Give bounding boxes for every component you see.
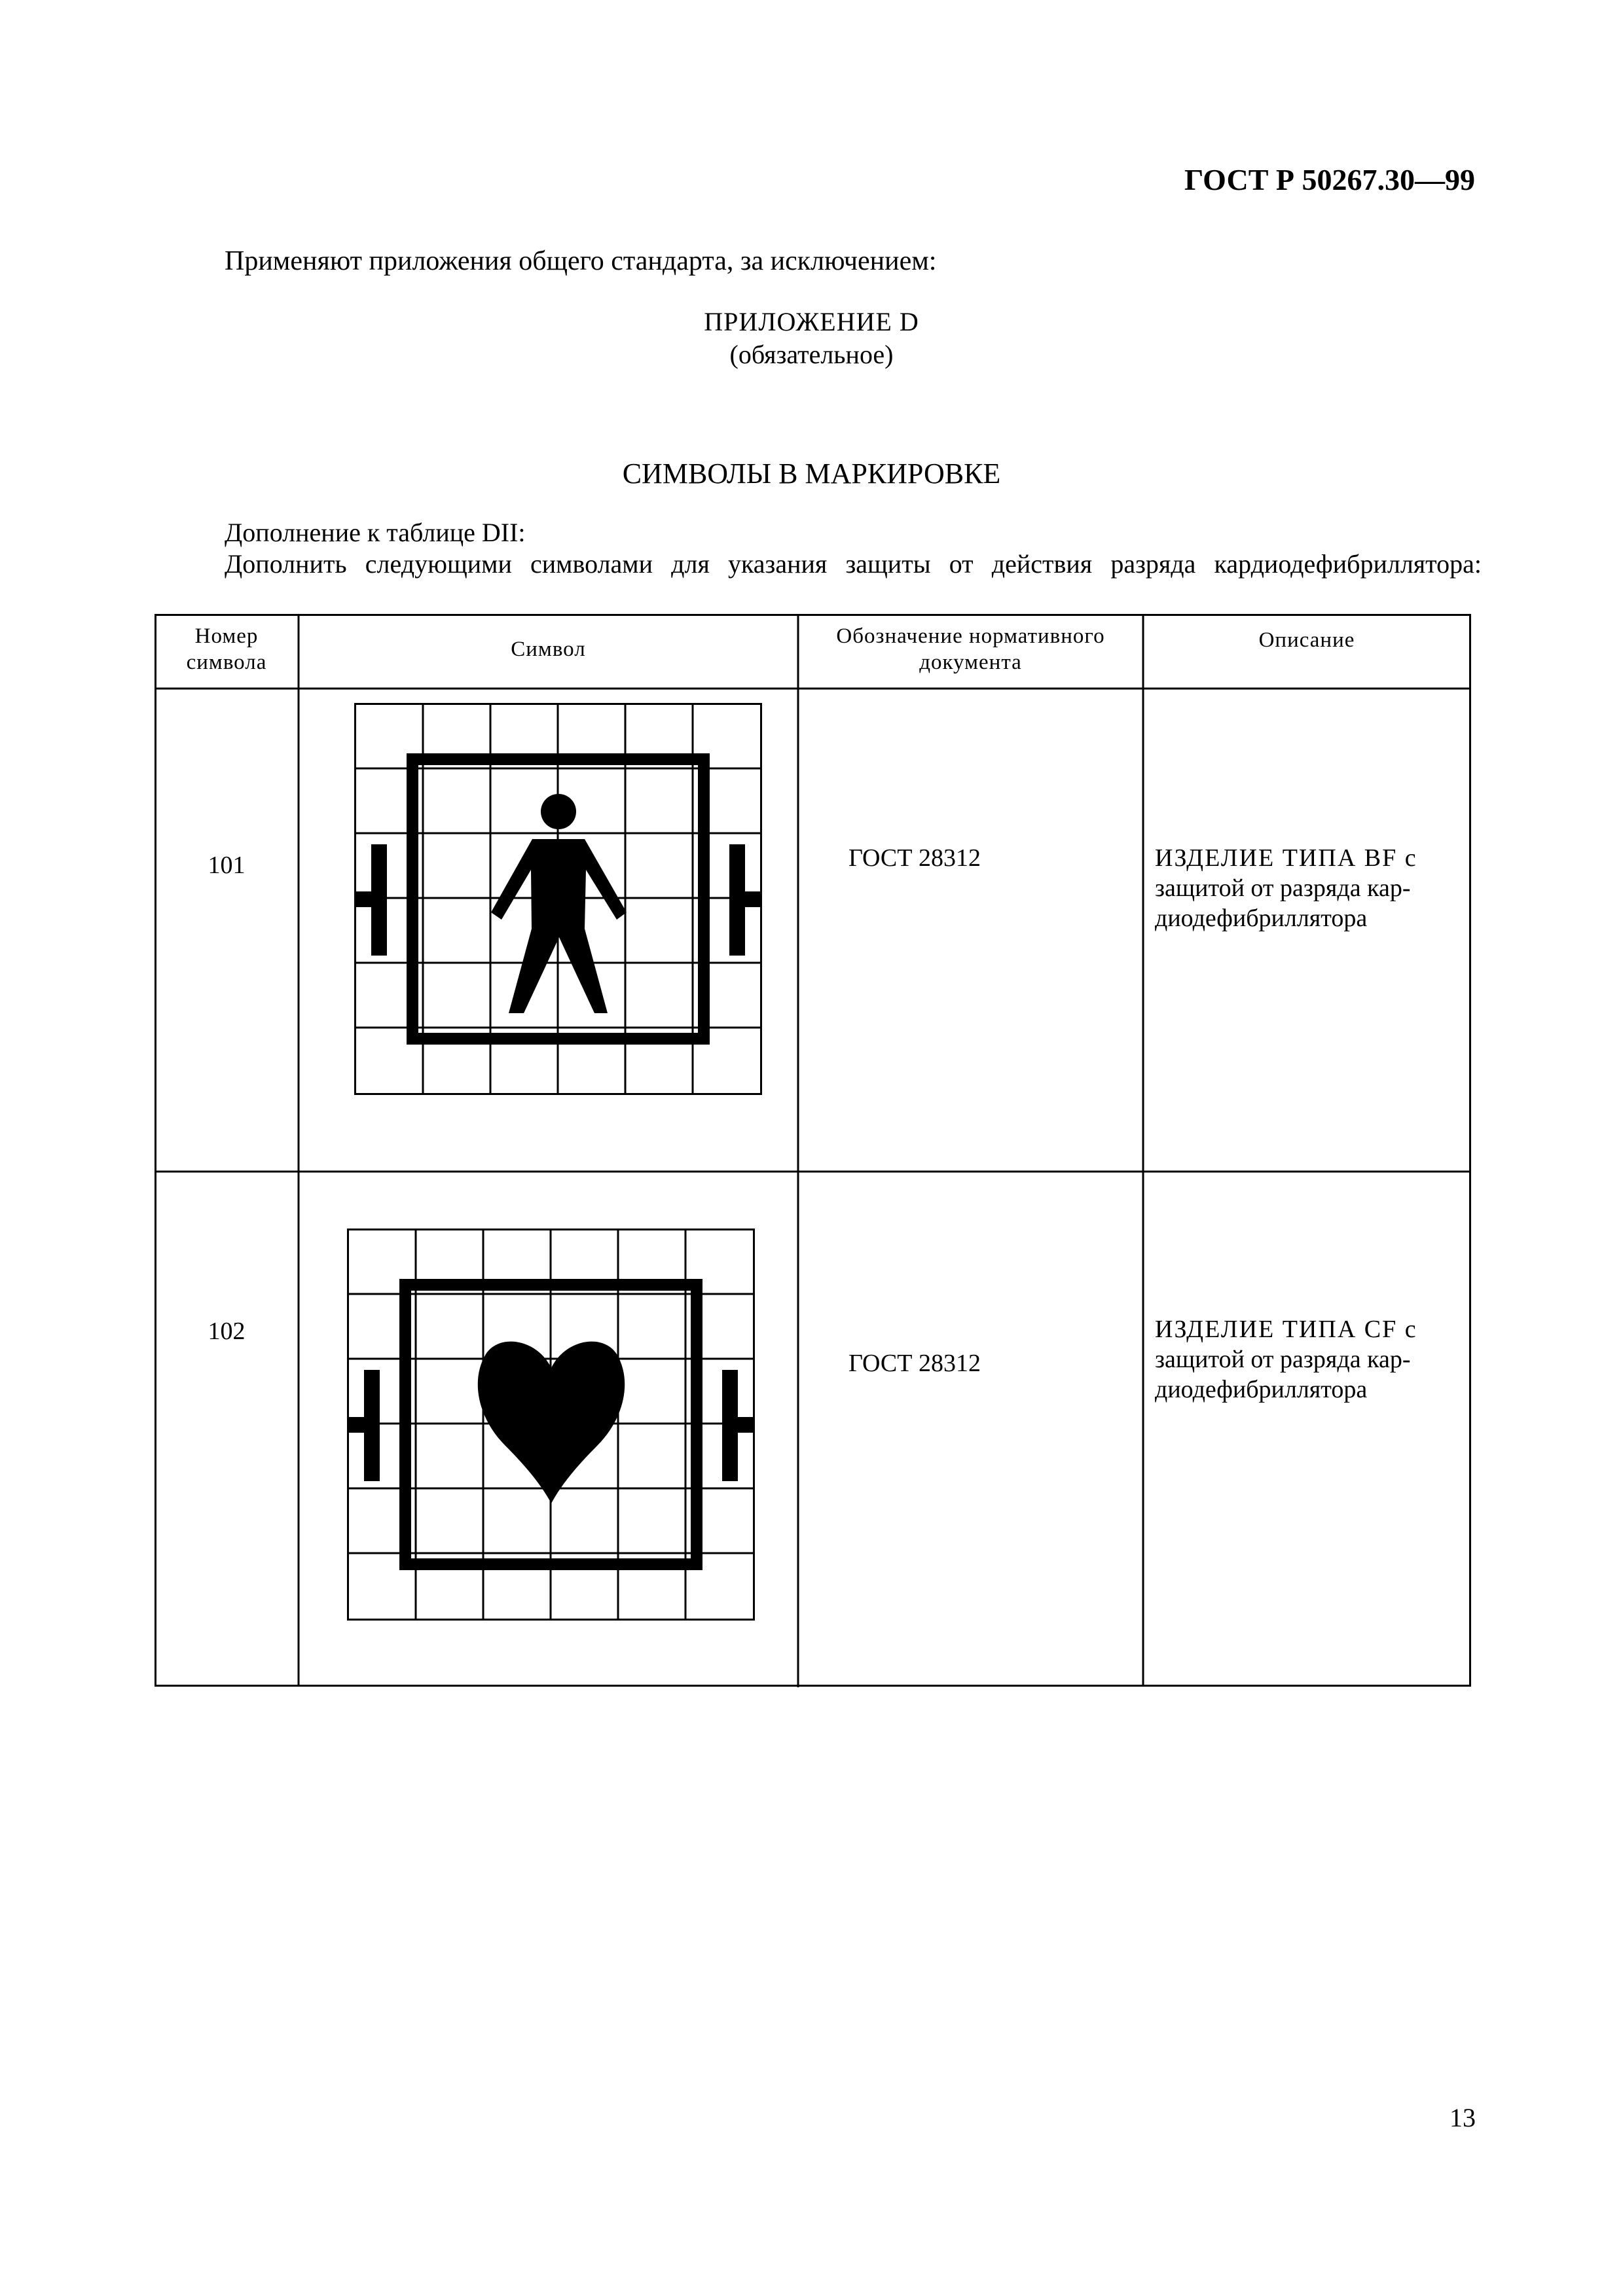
instruction-text: Дополнить следующими символами для указания защиты от действия разряда кардиодефибриллятора: [225, 549, 1482, 579]
header-number-line1: Номер [194, 624, 259, 648]
description-line: защитой от разряда кар- [1155, 1346, 1411, 1373]
header-doc-line2: документа [919, 651, 1022, 674]
header-symbol: Символ [511, 637, 586, 661]
page-number: 13 [1450, 2103, 1476, 2132]
document-reference: ГОСТ 28312 [848, 1350, 981, 1377]
header-number-line2: символа [186, 651, 267, 674]
intro-text: Применяют приложения общего стандарта, за исключением: [225, 246, 937, 276]
header-document [798, 623, 1143, 675]
symbol-description [1155, 1314, 1463, 1405]
header-description: Описание [1258, 628, 1355, 652]
description-line: ИЗДЕЛИЕ ТИПА CF с [1155, 1316, 1417, 1343]
standard-code: ГОСТ Р 50267.30—99 [1184, 163, 1475, 196]
section-title: СИМВОЛЫ В МАРКИРОВКЕ [622, 457, 1001, 490]
header-number [155, 623, 299, 675]
symbol-number: 102 [208, 1318, 246, 1345]
header-doc-line1: Обозначение нормативного [836, 624, 1105, 648]
description-line: защитой от разряда кар- [1155, 874, 1411, 902]
symbol-description [1155, 843, 1463, 933]
appendix-title: ПРИЛОЖЕНИЕ D [704, 307, 919, 336]
symbols-table [155, 614, 1471, 1687]
document-reference: ГОСТ 28312 [848, 844, 981, 872]
symbol-number: 101 [208, 852, 246, 879]
description-line: диодефибриллятора [1155, 905, 1368, 932]
supplement-text: Дополнение к таблице DII: [225, 518, 526, 547]
description-line: ИЗДЕЛИЕ ТИПА BF с [1155, 844, 1417, 872]
bf-defibrillation-proof-icon [354, 703, 763, 1096]
cf-defibrillation-proof-icon [347, 1229, 756, 1621]
description-line: диодефибриллятора [1155, 1376, 1368, 1403]
appendix-status: (обязательное) [729, 340, 894, 369]
